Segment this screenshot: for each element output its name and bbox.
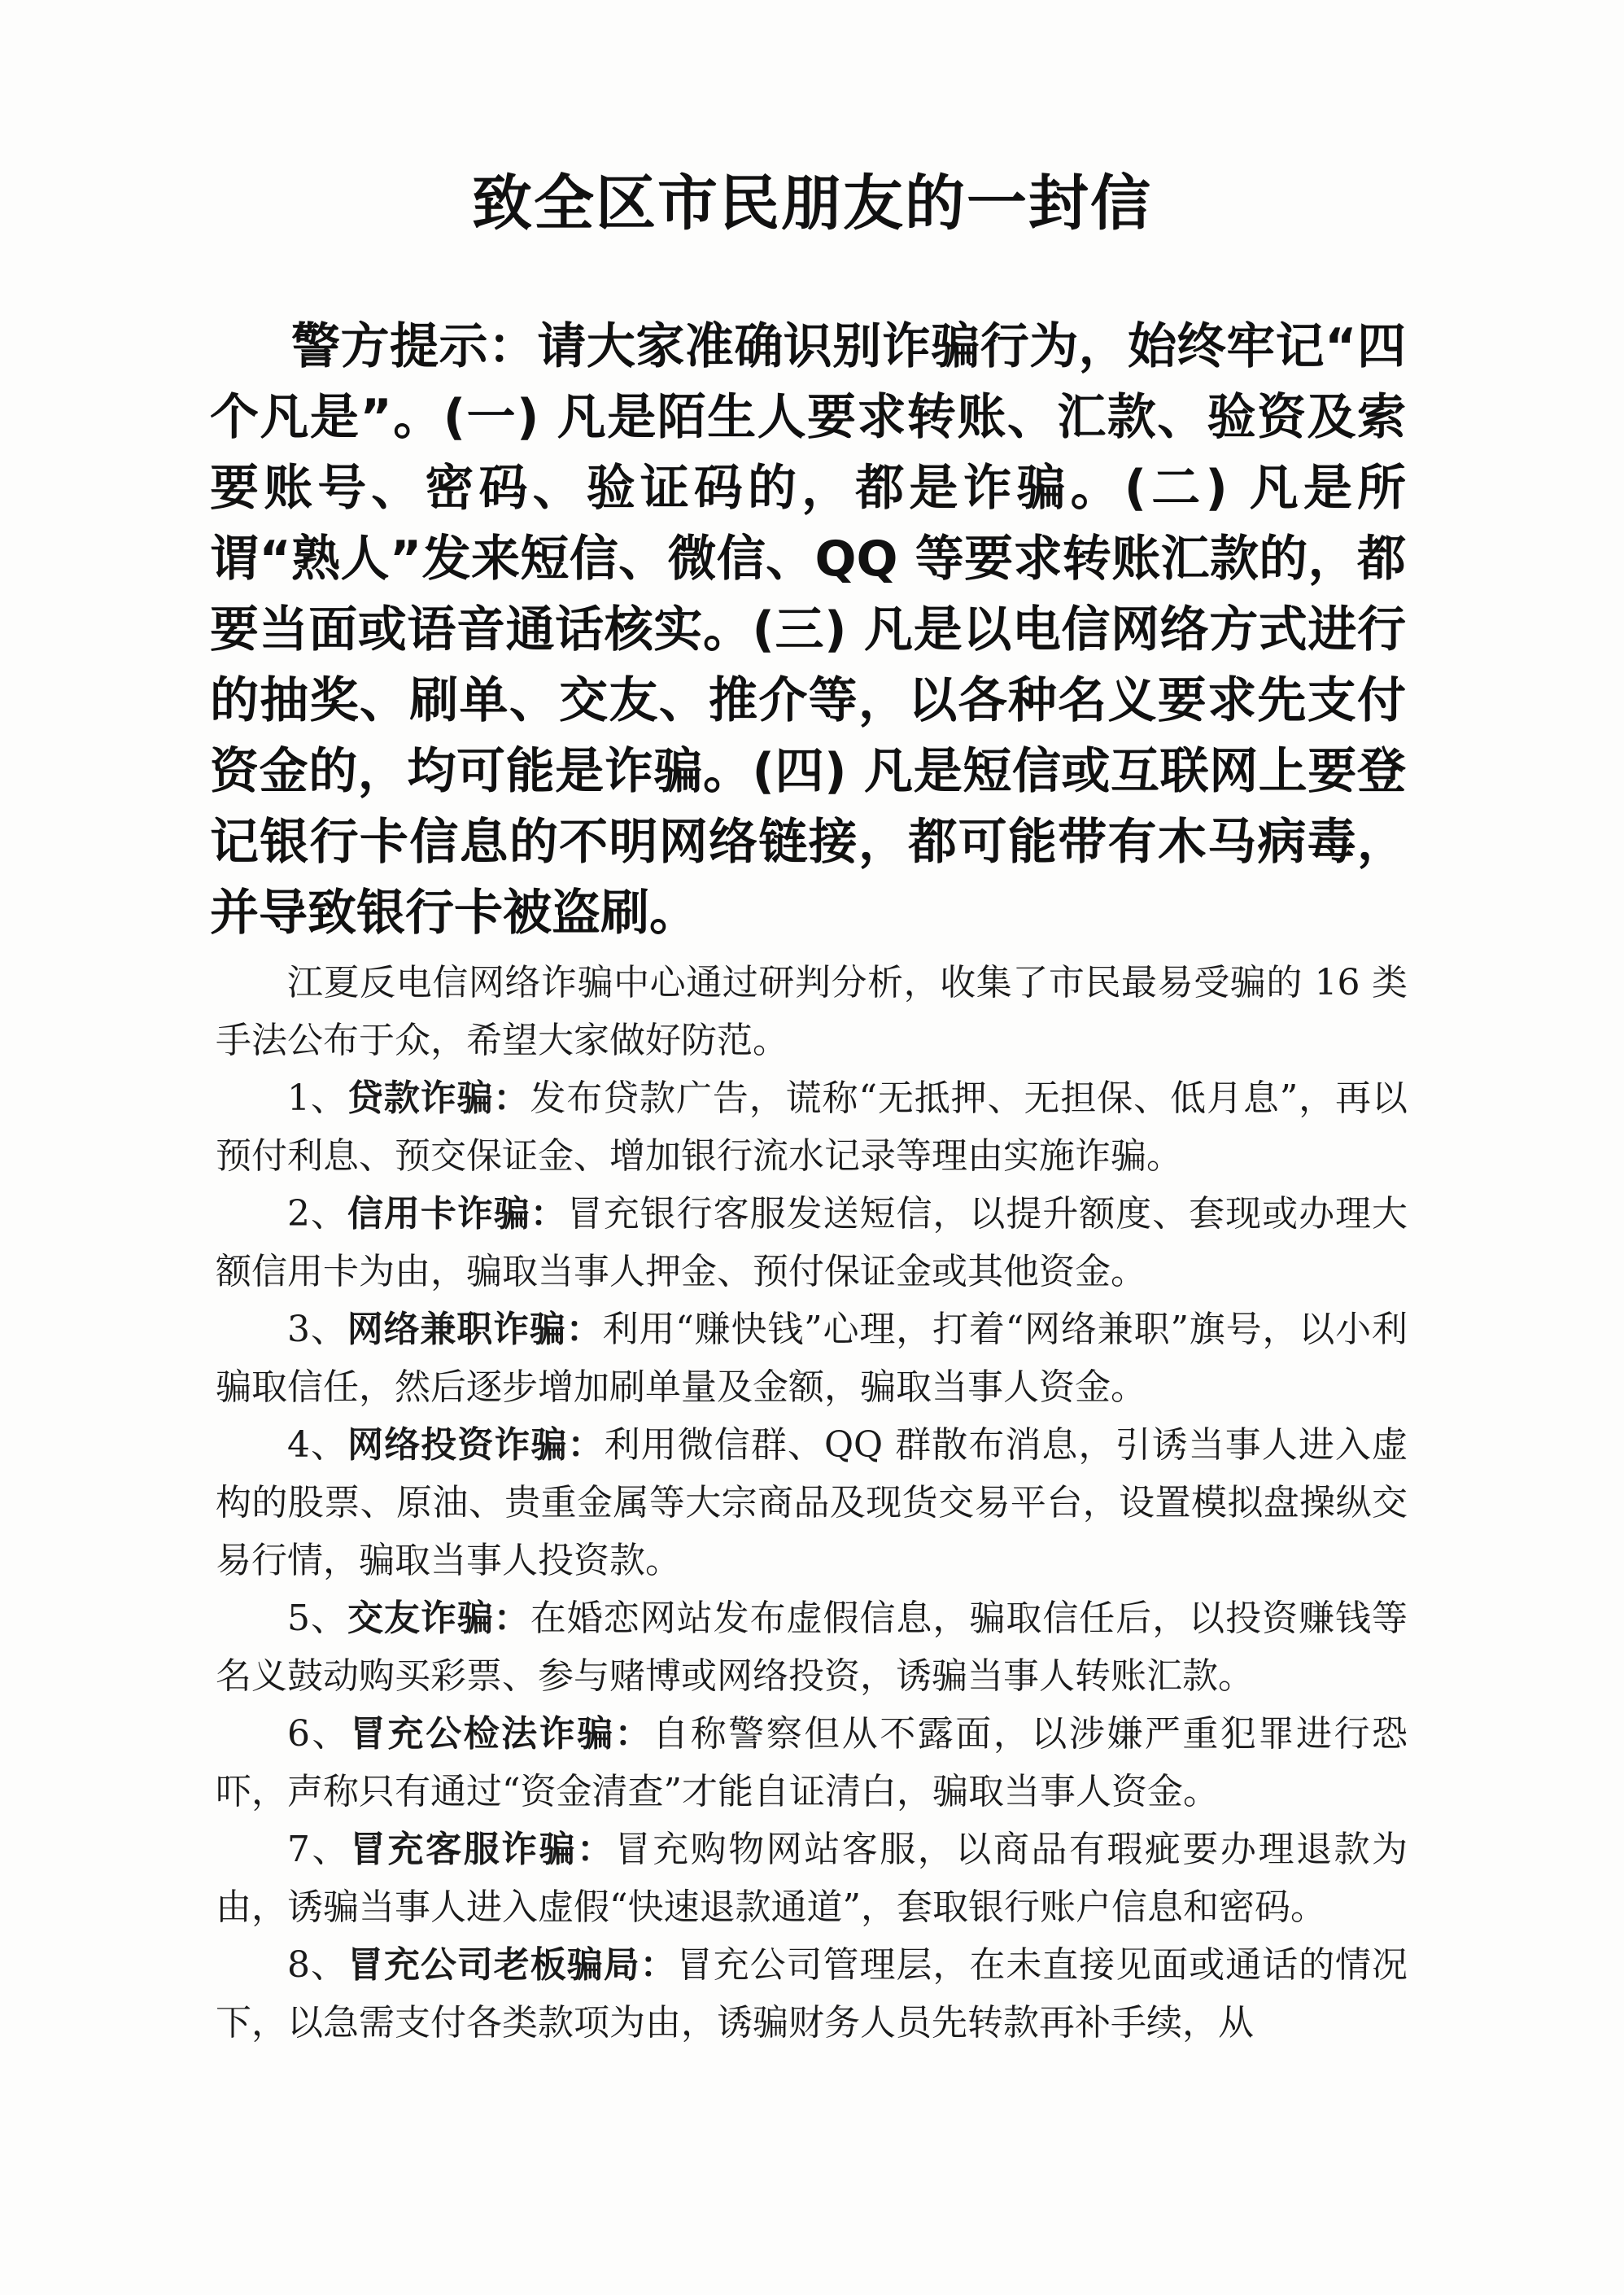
item-term: 网络兼职诈骗： — [347, 1309, 603, 1350]
item-text: 利用“赚快钱”心理，打着“网络兼职”旗号，以小利骗取信任，然后逐步增加刷单量及金额，骗取当事人资金。 — [216, 1309, 1408, 1408]
item-text: 自称警察但从不露面，以涉嫌严重犯罪进行恐吓，声称只有通过“资金清查”才能自证清白，骗取当事人资金。 — [216, 1713, 1408, 1812]
item-term: 冒充公检法诈骗： — [350, 1713, 653, 1755]
item-text: 利用微信群、QQ 群散布消息，引诱当事人进入虚构的股票、原油、贵重金属等大宗商品及现货交易平台，设置模拟盘操纵交易行情，骗取当事人投资款。 — [216, 1424, 1408, 1581]
item-number: 7、 — [287, 1829, 351, 1870]
list-item — [216, 1821, 1408, 1936]
list-item — [216, 1416, 1408, 1589]
list-item — [216, 1589, 1408, 1705]
list-item — [216, 1936, 1408, 2052]
item-term: 冒充客服诈骗： — [350, 1829, 615, 1870]
item-text: 冒充购物网站客服，以商品有瑕疵要办理退款为由，诱骗当事人进入虚假“快速退款通道”，套取银行账户信息和密码。 — [216, 1829, 1408, 1928]
item-number: 3、 — [287, 1309, 347, 1350]
item-term: 网络投资诈骗： — [347, 1424, 605, 1466]
item-term: 信用卡诈骗： — [347, 1193, 567, 1235]
item-text: 冒充公司管理层，在未直接见面或通话的情况下，以急需支付各类款项为由，诱骗财务人员先转款再补手续，从 — [216, 1944, 1408, 2044]
item-text: 发布贷款广告，谎称“无抵押、无担保、低月息”，再以预付利息、预交保证金、增加银行流水记录等理由实施诈骗。 — [216, 1078, 1408, 1177]
police-warning-paragraph: 警方提示：请大家准确识别诈骗行为，始终牢记“四个凡是”。(一) 凡是陌生人要求转账、汇款、验资及索要账号、密码、验证码的，都是诈骗。(二) 凡是所谓“熟人”发来短信、微信、QQ 等要求转账汇款的，都要当面或语音通话核实。(三) 凡是以电信网络方式进行的抽奖、刷单、交友、推介等，以各种名义要求先支付资金的，均可能是诈骗。(四) 凡是短信或互联网上要登记银行卡信息的不明网络链接，都可能带有木马病毒，并导致银行卡被盗刷。 — [210, 318, 1406, 942]
item-number: 2、 — [287, 1193, 347, 1235]
item-number: 8、 — [287, 1944, 347, 1986]
list-item — [216, 1185, 1408, 1300]
item-number: 4、 — [287, 1424, 348, 1466]
item-term: 贷款诈骗： — [347, 1078, 530, 1119]
item-number: 5、 — [287, 1598, 347, 1639]
item-number: 6、 — [287, 1713, 351, 1755]
item-number: 1、 — [287, 1078, 347, 1119]
page-title: 致全区市民朋友的一封信 — [472, 168, 1152, 238]
item-text: 冒充银行客服发送短信，以提升额度、套现或办理大额信用卡为由，骗取当事人押金、预付保证金或其他资金。 — [216, 1193, 1408, 1292]
item-term: 冒充公司老板骗局： — [347, 1944, 677, 1986]
intro-paragraph: 江夏反电信网络诈骗中心通过研判分析，收集了市民最易受骗的 16 类手法公布于众，希望大家做好防范。 — [216, 962, 1408, 1061]
list-item — [216, 1069, 1408, 1185]
list-item — [216, 1705, 1408, 1821]
list-item — [216, 1300, 1408, 1416]
item-text: 在婚恋网站发布虚假信息，骗取信任后，以投资赚钱等名义鼓动购买彩票、参与赌博或网络投资，诱骗当事人转账汇款。 — [216, 1598, 1408, 1697]
item-term: 交友诈骗： — [347, 1598, 530, 1639]
document-body — [216, 954, 1408, 2052]
